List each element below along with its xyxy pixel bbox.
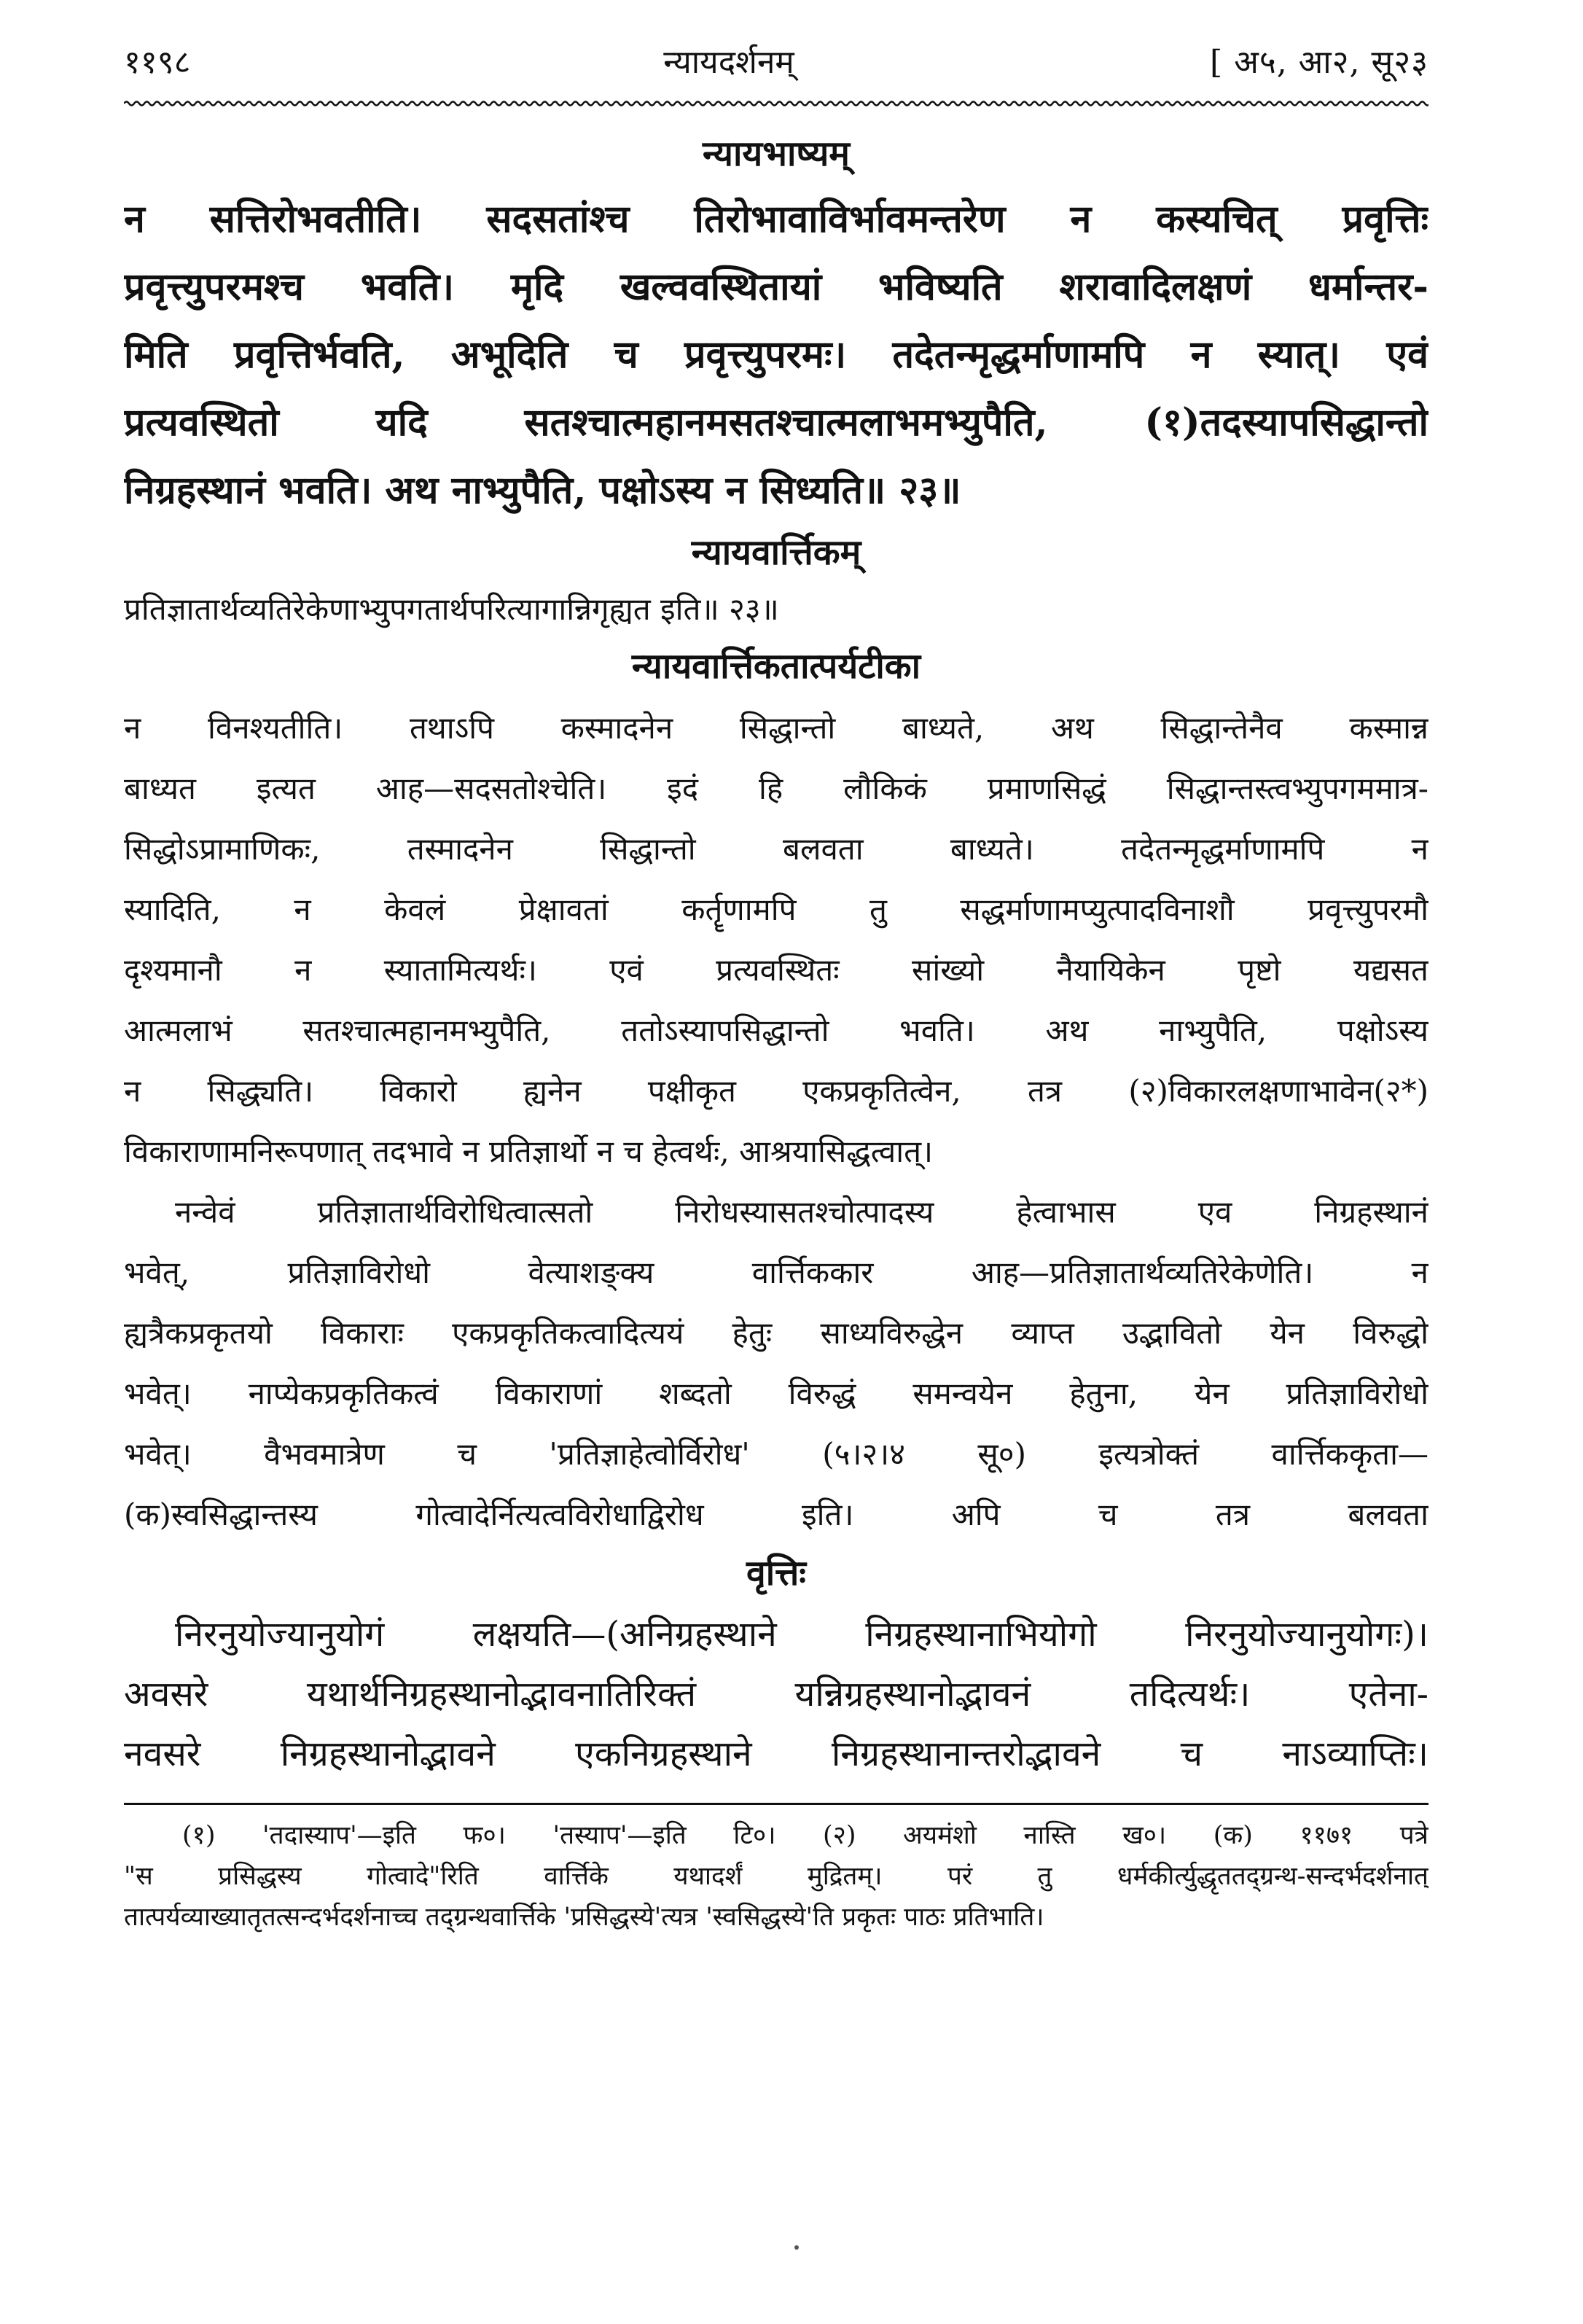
tika-heading: न्यायवार्त्तिकतात्पर्यटीका [631, 646, 921, 687]
tika-line: (क)स्वसिद्धान्तस्य गोत्वादेर्नित्यत्वविरोधाद्विरोध इति। अपि च तत्र बलवता [124, 1497, 1428, 1532]
page-header [124, 29, 1428, 92]
vritti-line: नवसरे निग्रहस्थानोद्भावने एकनिग्रहस्थाने निग्रहस्थानान्तरोद्भावने च नाऽव्याप्तिः। [124, 1734, 1428, 1774]
vartika-line: प्रतिज्ञातार्थव्यतिरेकेणाभ्युपगतार्थपरित्यागान्निगृह्यत इति॥ २३॥ [124, 591, 779, 627]
bhashya-line: न सत्तिरोभवतीति। सदसतांश्च तिरोभावाविर्भावमन्तरेण न कस्यचित् प्रवृत्तिः [124, 197, 1428, 241]
footnote-rule [124, 1803, 1428, 1805]
tika-text [124, 698, 1428, 1545]
footnote-line: "स प्रसिद्धस्य गोत्वादे"रिति वार्त्तिके यथादर्शं मुद्रितम्। परं तु धर्मकीर्त्युद्धृततद्ग्रन्थ-सन्दर्भदर्शनात् [124, 1862, 1428, 1891]
wavy-header-rule [124, 98, 1428, 109]
document-page [124, 29, 1428, 1938]
tika-line: आत्मलाभं सतश्चात्महानमभ्युपैति, ततोऽस्यापसिद्धान्तो भवति। अथ नाभ्युपैति, पक्षोऽस्य [124, 1013, 1428, 1048]
tika-line: विकाराणामनिरूपणात् तदभावे न प्रतिज्ञार्थो न च हेत्वर्थः, आश्रयासिद्धत्वात्। [124, 1134, 934, 1169]
tika-line: भवेत्। वैभवमात्रेण च 'प्रतिज्ञाहेत्वोर्विरोध' (५।२।४ सू०) इत्यत्रोक्तं वार्त्तिककृता— [124, 1436, 1428, 1472]
tika-line: बाध्यत इत्यत आह—सदसतोश्चेति। इदं हि लौकिकं प्रमाणसिद्धं सिद्धान्तस्त्वभ्युपगममात्र- [124, 771, 1428, 806]
tika-line: सिद्धोऽप्रामाणिकः, तस्मादनेन सिद्धान्तो बलवता बाध्यते। तदेतन्मृद्धर्माणामपि न [124, 831, 1428, 867]
tika-line: ह्यत्रैकप्रकृतयो विकाराः एकप्रकृतिकत्वादित्ययं हेतुः साध्यविरुद्धेन व्याप्त उद्भावितो येन विरुद्धो [124, 1315, 1428, 1351]
tika-line: न सिद्ध्यति। विकारो ह्यनेन पक्षीकृत एकप्रकृतित्वेन, तत्र (२)विकारलक्षणाभावेन(२*) [124, 1073, 1428, 1109]
tika-line: न विनश्यतीति। तथाऽपि कस्मादनेन सिद्धान्तो बाध्यते, अथ सिद्धान्तेनैव कस्मान्न [124, 710, 1428, 746]
running-title: न्यायदर्शनम् [663, 44, 794, 81]
tika-line: दृश्यमानौ न स्यातामित्यर्थः। एवं प्रत्यवस्थितः सांख्यो नैयायिकेन पृष्टो यद्यसत [124, 952, 1428, 988]
footnote-line: तात्पर्यव्याख्यातृतत्सन्दर्भदर्शनाच्च तद्ग्रन्थवार्त्तिके 'प्रसिद्धस्ये'त्यत्र 'स्वसिद्धस्ये'ति प्रकृतः पाठः प्रतिभाति। [124, 1903, 1044, 1932]
vritti-text [124, 1604, 1428, 1784]
vritti-line: अवसरे यथार्थनिग्रहस्थानोद्भावनातिरिक्तं यन्निग्रहस्थानोद्भावनं तदित्यर्थः। एतेना- [124, 1674, 1428, 1715]
vartika-text [124, 584, 1428, 635]
footnotes [124, 1815, 1428, 1938]
tika-line: स्यादिति, न केवलं प्रेक्षावतां कर्तॄणामपि तु सद्धर्माणामप्युत्पादविनाशौ प्रवृत्त्युपरमौ [124, 892, 1428, 927]
bhashya-line: मिति प्रवृत्तिर्भवति, अभूदिति च प्रवृत्त्युपरमः। तदेतन्मृद्धर्माणामपि न स्यात्। एवं [124, 332, 1428, 377]
bhashya-line: निग्रहस्थानं भवति। अथ नाभ्युपैति, पक्षोऽस्य न सिध्यति॥ २३॥ [124, 468, 961, 512]
bhashya-line: प्रवृत्त्युपरमश्च भवति। मृदि खल्ववस्थितायां भविष्यति शरावादिलक्षणं धर्मान्तर- [124, 265, 1428, 309]
vritti-heading: वृत्तिः [746, 1553, 806, 1594]
bhashya-line: प्रत्यवस्थितो यदि सतश्चात्महानमसतश्चात्मलाभमभ्युपैति, (१)तदस्यापसिद्धान्तो [124, 400, 1428, 445]
tika-line: भवेत्। नाप्येकप्रकृतिकत्वं विकाराणां शब्दतो विरुद्धं समन्वयेन हेतुना, येन प्रतिज्ञाविरोधो [124, 1376, 1428, 1411]
vartika-heading: न्यायवार्त्तिकम् [691, 532, 861, 573]
bhashya-heading: न्यायभाष्यम् [702, 133, 851, 174]
footnote-line: (१) 'तदास्याप'—इति फ०। 'तस्याप'—इति टि०। (२) अयमंशो नास्ति ख०। (क) ११७१ पत्रे [182, 1821, 1428, 1850]
page-speck [794, 2245, 799, 2250]
tika-line: भवेत्, प्रतिज्ञाविरोधो वेत्याशङ्क्य वार्त्तिककार आह—प्रतिज्ञातार्थव्यतिरेकेणेति। न [124, 1255, 1428, 1290]
tika-line: नन्वेवं प्रतिज्ञातार्थविरोधित्वात्सतो निरोधस्यासतश्चोत्पादस्य हेत्वाभास एव निग्रहस्थानं [175, 1194, 1428, 1230]
page-number: ११९८ [124, 44, 191, 81]
bhashya-text [124, 185, 1428, 524]
section-reference: [ अ५, आ२, सू२३ [1210, 44, 1428, 81]
vritti-line: निरनुयोज्यानुयोगं लक्षयति—(अनिग्रहस्थाने निग्रहस्थानाभियोगो निरनुयोज्यानुयोगः)। [175, 1614, 1428, 1655]
